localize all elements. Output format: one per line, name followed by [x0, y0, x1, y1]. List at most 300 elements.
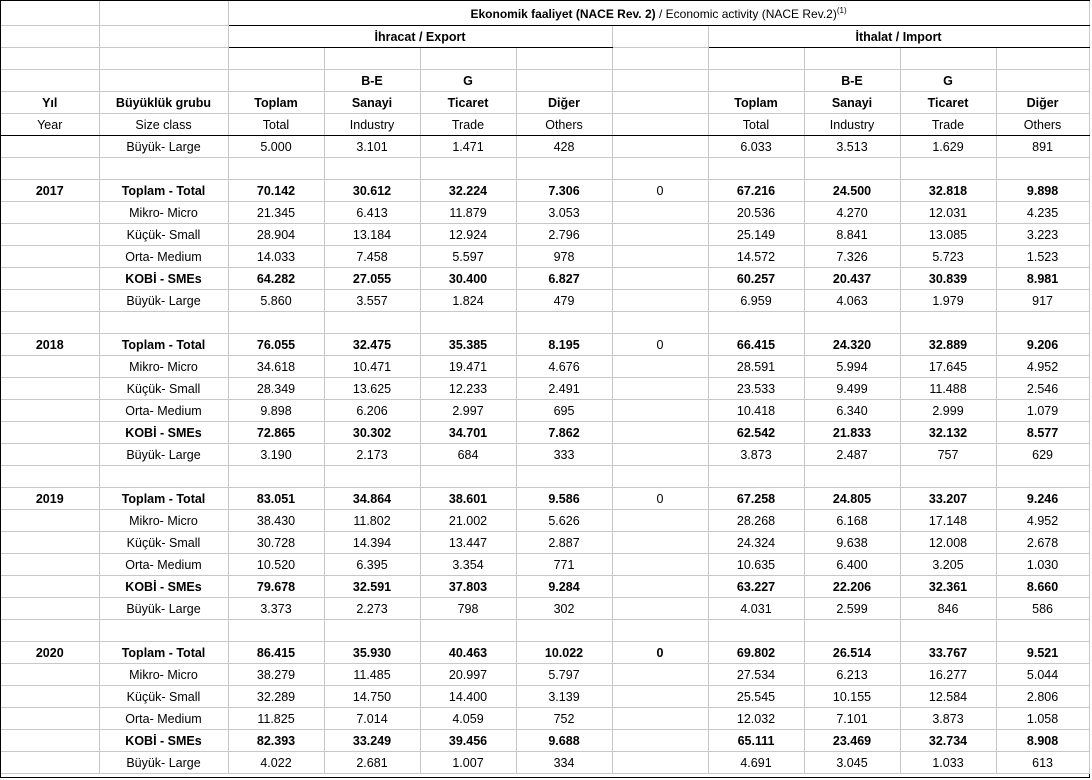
import-value[interactable]: 3.873 — [708, 444, 804, 466]
cell[interactable] — [420, 158, 516, 180]
cell[interactable] — [324, 620, 420, 642]
export-value[interactable]: 2.681 — [324, 752, 420, 774]
cell[interactable] — [1, 510, 99, 532]
cell[interactable] — [612, 92, 708, 114]
import-value[interactable]: 1.030 — [996, 554, 1089, 576]
import-value[interactable]: 26.514 — [804, 642, 900, 664]
export-value[interactable]: 14.750 — [324, 686, 420, 708]
export-value[interactable]: 35.930 — [324, 642, 420, 664]
export-value[interactable]: 27.055 — [324, 268, 420, 290]
import-value[interactable]: 6.959 — [708, 290, 804, 312]
cell[interactable] — [516, 620, 612, 642]
import-value[interactable]: 8.981 — [996, 268, 1089, 290]
import-value[interactable]: 23.533 — [708, 378, 804, 400]
cell[interactable] — [420, 312, 516, 334]
export-value[interactable]: 7.862 — [516, 422, 612, 444]
export-value[interactable]: 334 — [516, 752, 612, 774]
export-value[interactable]: 2.173 — [324, 444, 420, 466]
import-value[interactable]: 67.216 — [708, 180, 804, 202]
cell[interactable] — [99, 466, 228, 488]
export-value[interactable]: 12.233 — [420, 378, 516, 400]
export-value[interactable]: 4.676 — [516, 356, 612, 378]
export-value[interactable]: 10.022 — [516, 642, 612, 664]
export-value[interactable]: 9.586 — [516, 488, 612, 510]
cell[interactable] — [1, 730, 99, 752]
size-label[interactable]: KOBİ - SMEs — [99, 422, 228, 444]
import-value[interactable]: 63.227 — [708, 576, 804, 598]
export-col-tr[interactable]: Diğer — [516, 92, 612, 114]
cell[interactable] — [996, 48, 1089, 70]
export-value[interactable]: 37.803 — [420, 576, 516, 598]
year-header-en[interactable]: Year — [1, 114, 99, 136]
export-value[interactable]: 7.306 — [516, 180, 612, 202]
cell[interactable] — [1, 620, 99, 642]
export-value[interactable]: 2.273 — [324, 598, 420, 620]
cell[interactable] — [612, 26, 708, 48]
cell[interactable] — [612, 48, 708, 70]
export-value[interactable]: 10.520 — [228, 554, 324, 576]
export-value[interactable]: 3.190 — [228, 444, 324, 466]
import-value[interactable]: 7.326 — [804, 246, 900, 268]
import-col-en[interactable]: Trade — [900, 114, 996, 136]
export-value[interactable]: 8.195 — [516, 334, 612, 356]
cell[interactable] — [612, 752, 708, 774]
size-label[interactable]: Toplam - Total — [99, 488, 228, 510]
size-label[interactable]: Küçük- Small — [99, 224, 228, 246]
cell[interactable] — [612, 510, 708, 532]
cell[interactable] — [804, 48, 900, 70]
import-value[interactable]: 11.488 — [900, 378, 996, 400]
separator-value[interactable]: 0 — [612, 488, 708, 510]
import-value[interactable]: 1.523 — [996, 246, 1089, 268]
import-value[interactable]: 891 — [996, 136, 1089, 158]
cell[interactable] — [612, 158, 708, 180]
cell[interactable] — [804, 466, 900, 488]
cell[interactable] — [612, 356, 708, 378]
cell[interactable] — [1, 422, 99, 444]
import-value[interactable]: 10.635 — [708, 554, 804, 576]
size-label[interactable]: Toplam - Total — [99, 642, 228, 664]
cell[interactable] — [612, 598, 708, 620]
import-value[interactable]: 16.277 — [900, 664, 996, 686]
export-value[interactable]: 83.051 — [228, 488, 324, 510]
cell[interactable] — [228, 620, 324, 642]
export-value[interactable]: 9.898 — [228, 400, 324, 422]
import-value[interactable]: 24.320 — [804, 334, 900, 356]
export-value[interactable]: 19.471 — [420, 356, 516, 378]
import-value[interactable]: 8.841 — [804, 224, 900, 246]
size-label[interactable]: KOBİ - SMEs — [99, 576, 228, 598]
cell[interactable] — [612, 664, 708, 686]
import-value[interactable]: 1.058 — [996, 708, 1089, 730]
size-label[interactable]: Büyük- Large — [99, 136, 228, 158]
import-value[interactable]: 24.324 — [708, 532, 804, 554]
import-value[interactable]: 24.500 — [804, 180, 900, 202]
import-col-tr[interactable]: Sanayi — [804, 92, 900, 114]
import-value[interactable]: 3.513 — [804, 136, 900, 158]
export-value[interactable]: 5.597 — [420, 246, 516, 268]
export-value[interactable]: 20.997 — [420, 664, 516, 686]
cell[interactable] — [1, 70, 99, 92]
export-value[interactable]: 9.688 — [516, 730, 612, 752]
cell[interactable] — [1, 268, 99, 290]
export-value[interactable]: 752 — [516, 708, 612, 730]
export-value[interactable]: 14.400 — [420, 686, 516, 708]
export-value[interactable]: 695 — [516, 400, 612, 422]
export-value[interactable]: 70.142 — [228, 180, 324, 202]
cell[interactable] — [99, 158, 228, 180]
export-value[interactable]: 5.626 — [516, 510, 612, 532]
export-value[interactable]: 3.373 — [228, 598, 324, 620]
size-label[interactable]: Mikro- Micro — [99, 202, 228, 224]
export-value[interactable]: 2.887 — [516, 532, 612, 554]
cell[interactable] — [1, 466, 99, 488]
import-value[interactable]: 6.168 — [804, 510, 900, 532]
export-value[interactable]: 771 — [516, 554, 612, 576]
cell[interactable] — [1, 598, 99, 620]
import-col-tr[interactable]: Ticaret — [900, 92, 996, 114]
export-value[interactable]: 12.924 — [420, 224, 516, 246]
cell[interactable] — [996, 158, 1089, 180]
export-value[interactable]: 2.491 — [516, 378, 612, 400]
import-col-en[interactable]: Industry — [804, 114, 900, 136]
import-value[interactable]: 24.805 — [804, 488, 900, 510]
cell[interactable] — [612, 290, 708, 312]
separator-value[interactable]: 0 — [612, 642, 708, 664]
export-value[interactable]: 32.224 — [420, 180, 516, 202]
export-value[interactable]: 428 — [516, 136, 612, 158]
import-value[interactable]: 10.155 — [804, 686, 900, 708]
export-value[interactable]: 302 — [516, 598, 612, 620]
size-label[interactable]: Büyük- Large — [99, 598, 228, 620]
export-col-en[interactable]: Industry — [324, 114, 420, 136]
import-value[interactable]: 60.257 — [708, 268, 804, 290]
cell[interactable] — [996, 70, 1089, 92]
import-value[interactable]: 12.584 — [900, 686, 996, 708]
import-value[interactable]: 6.400 — [804, 554, 900, 576]
size-label[interactable]: Orta- Medium — [99, 400, 228, 422]
import-value[interactable]: 66.415 — [708, 334, 804, 356]
size-label[interactable]: Küçük- Small — [99, 532, 228, 554]
cell[interactable] — [1, 400, 99, 422]
cell[interactable] — [612, 686, 708, 708]
export-value[interactable]: 13.447 — [420, 532, 516, 554]
size-label[interactable]: Orta- Medium — [99, 708, 228, 730]
cell[interactable] — [612, 378, 708, 400]
export-value[interactable]: 34.618 — [228, 356, 324, 378]
cell[interactable] — [996, 466, 1089, 488]
export-value[interactable]: 3.139 — [516, 686, 612, 708]
cell[interactable] — [612, 136, 708, 158]
export-col-en[interactable]: Others — [516, 114, 612, 136]
cell[interactable] — [708, 158, 804, 180]
import-value[interactable]: 5.994 — [804, 356, 900, 378]
export-value[interactable]: 479 — [516, 290, 612, 312]
cell[interactable] — [516, 312, 612, 334]
import-value[interactable]: 32.889 — [900, 334, 996, 356]
size-label[interactable]: Mikro- Micro — [99, 664, 228, 686]
import-value[interactable]: 4.270 — [804, 202, 900, 224]
cell[interactable] — [612, 114, 708, 136]
export-value[interactable]: 2.997 — [420, 400, 516, 422]
cell[interactable] — [1, 532, 99, 554]
export-col-tr[interactable]: Ticaret — [420, 92, 516, 114]
import-value[interactable]: 4.235 — [996, 202, 1089, 224]
export-value[interactable]: 30.302 — [324, 422, 420, 444]
cell[interactable] — [708, 70, 804, 92]
cell[interactable] — [612, 312, 708, 334]
export-value[interactable]: 21.002 — [420, 510, 516, 532]
export-value[interactable]: 21.345 — [228, 202, 324, 224]
cell[interactable] — [612, 70, 708, 92]
export-value[interactable]: 30.400 — [420, 268, 516, 290]
export-value[interactable]: 684 — [420, 444, 516, 466]
import-value[interactable]: 3.205 — [900, 554, 996, 576]
cell[interactable] — [1, 48, 99, 70]
import-value[interactable]: 1.033 — [900, 752, 996, 774]
cell[interactable] — [516, 48, 612, 70]
separator-value[interactable]: 0 — [612, 334, 708, 356]
cell[interactable] — [612, 554, 708, 576]
export-value[interactable]: 5.797 — [516, 664, 612, 686]
cell[interactable] — [900, 48, 996, 70]
import-value[interactable]: 13.085 — [900, 224, 996, 246]
import-value[interactable]: 69.802 — [708, 642, 804, 664]
size-label[interactable]: Orta- Medium — [99, 246, 228, 268]
import-value[interactable]: 20.437 — [804, 268, 900, 290]
cell[interactable] — [1, 246, 99, 268]
export-value[interactable]: 72.865 — [228, 422, 324, 444]
export-value[interactable]: 11.485 — [324, 664, 420, 686]
import-value[interactable]: 9.499 — [804, 378, 900, 400]
export-value[interactable]: 7.014 — [324, 708, 420, 730]
import-value[interactable]: 629 — [996, 444, 1089, 466]
export-value[interactable]: 13.625 — [324, 378, 420, 400]
import-value[interactable]: 17.148 — [900, 510, 996, 532]
cell[interactable] — [804, 620, 900, 642]
export-value[interactable]: 4.022 — [228, 752, 324, 774]
cell[interactable] — [1, 444, 99, 466]
nace-g-label[interactable]: G — [900, 70, 996, 92]
cell[interactable] — [996, 312, 1089, 334]
import-value[interactable]: 12.031 — [900, 202, 996, 224]
import-value[interactable]: 4.031 — [708, 598, 804, 620]
import-value[interactable]: 27.534 — [708, 664, 804, 686]
cell[interactable] — [612, 268, 708, 290]
import-value[interactable]: 4.063 — [804, 290, 900, 312]
size-label[interactable]: Küçük- Small — [99, 378, 228, 400]
export-value[interactable]: 11.879 — [420, 202, 516, 224]
export-value[interactable]: 6.206 — [324, 400, 420, 422]
year-label[interactable]: 2019 — [1, 488, 99, 510]
export-value[interactable]: 39.456 — [420, 730, 516, 752]
size-header-en[interactable]: Size class — [99, 114, 228, 136]
cell[interactable] — [324, 158, 420, 180]
cell[interactable] — [1, 290, 99, 312]
export-value[interactable]: 2.796 — [516, 224, 612, 246]
export-header[interactable]: İhracat / Export — [228, 26, 612, 48]
export-col-tr[interactable]: Sanayi — [324, 92, 420, 114]
import-value[interactable]: 3.045 — [804, 752, 900, 774]
cell[interactable] — [228, 466, 324, 488]
export-value[interactable]: 4.059 — [420, 708, 516, 730]
cell[interactable] — [420, 466, 516, 488]
cell[interactable] — [1, 224, 99, 246]
cell[interactable] — [708, 48, 804, 70]
import-value[interactable]: 12.008 — [900, 532, 996, 554]
cell[interactable] — [99, 312, 228, 334]
cell[interactable] — [612, 466, 708, 488]
size-label[interactable]: Orta- Medium — [99, 554, 228, 576]
cell[interactable] — [804, 158, 900, 180]
cell[interactable] — [1, 752, 99, 774]
export-col-tr[interactable]: Toplam — [228, 92, 324, 114]
export-value[interactable]: 5.860 — [228, 290, 324, 312]
import-col-tr[interactable]: Toplam — [708, 92, 804, 114]
cell[interactable] — [324, 312, 420, 334]
year-label[interactable]: 2017 — [1, 180, 99, 202]
import-value[interactable]: 6.340 — [804, 400, 900, 422]
export-value[interactable]: 14.033 — [228, 246, 324, 268]
cell[interactable] — [1, 708, 99, 730]
cell[interactable] — [1, 136, 99, 158]
import-value[interactable]: 9.246 — [996, 488, 1089, 510]
cell[interactable] — [1, 26, 99, 48]
import-value[interactable]: 14.572 — [708, 246, 804, 268]
import-value[interactable]: 9.206 — [996, 334, 1089, 356]
cell[interactable] — [612, 444, 708, 466]
export-value[interactable]: 3.053 — [516, 202, 612, 224]
import-value[interactable]: 22.206 — [804, 576, 900, 598]
export-value[interactable]: 40.463 — [420, 642, 516, 664]
export-value[interactable]: 34.864 — [324, 488, 420, 510]
export-value[interactable]: 7.458 — [324, 246, 420, 268]
cell[interactable] — [612, 400, 708, 422]
import-value[interactable]: 25.545 — [708, 686, 804, 708]
import-value[interactable]: 20.536 — [708, 202, 804, 224]
export-value[interactable]: 86.415 — [228, 642, 324, 664]
nace-g-label[interactable]: G — [420, 70, 516, 92]
cell[interactable] — [996, 620, 1089, 642]
cell[interactable] — [1, 312, 99, 334]
import-value[interactable]: 23.469 — [804, 730, 900, 752]
economic-activity-header[interactable] — [228, 1, 1089, 26]
cell[interactable] — [1, 378, 99, 400]
export-value[interactable]: 32.591 — [324, 576, 420, 598]
cell[interactable] — [900, 158, 996, 180]
import-value[interactable]: 9.638 — [804, 532, 900, 554]
cell[interactable] — [900, 466, 996, 488]
import-value[interactable]: 8.577 — [996, 422, 1089, 444]
export-value[interactable]: 35.385 — [420, 334, 516, 356]
import-value[interactable]: 32.361 — [900, 576, 996, 598]
cell[interactable] — [420, 620, 516, 642]
cell[interactable] — [516, 70, 612, 92]
import-value[interactable]: 613 — [996, 752, 1089, 774]
size-header-tr[interactable]: Büyüklük grubu — [99, 92, 228, 114]
import-value[interactable]: 2.546 — [996, 378, 1089, 400]
cell[interactable] — [99, 48, 228, 70]
import-value[interactable]: 4.952 — [996, 510, 1089, 532]
export-value[interactable]: 1.471 — [420, 136, 516, 158]
import-value[interactable]: 6.213 — [804, 664, 900, 686]
export-value[interactable]: 3.101 — [324, 136, 420, 158]
export-value[interactable]: 798 — [420, 598, 516, 620]
cell[interactable] — [612, 730, 708, 752]
export-value[interactable]: 14.394 — [324, 532, 420, 554]
import-value[interactable]: 32.818 — [900, 180, 996, 202]
import-value[interactable]: 1.629 — [900, 136, 996, 158]
export-value[interactable]: 34.701 — [420, 422, 516, 444]
cell[interactable] — [228, 158, 324, 180]
cell[interactable] — [900, 620, 996, 642]
import-value[interactable]: 32.734 — [900, 730, 996, 752]
import-value[interactable]: 4.691 — [708, 752, 804, 774]
size-label[interactable]: Mikro- Micro — [99, 510, 228, 532]
size-label[interactable]: Mikro- Micro — [99, 356, 228, 378]
size-label[interactable]: Büyük- Large — [99, 444, 228, 466]
import-value[interactable]: 846 — [900, 598, 996, 620]
size-label[interactable]: KOBİ - SMEs — [99, 268, 228, 290]
cell[interactable] — [228, 48, 324, 70]
cell[interactable] — [99, 70, 228, 92]
import-value[interactable]: 2.678 — [996, 532, 1089, 554]
import-value[interactable]: 3.223 — [996, 224, 1089, 246]
export-value[interactable]: 32.475 — [324, 334, 420, 356]
import-value[interactable]: 9.898 — [996, 180, 1089, 202]
year-label[interactable]: 2018 — [1, 334, 99, 356]
export-value[interactable]: 11.802 — [324, 510, 420, 532]
size-label[interactable]: KOBİ - SMEs — [99, 730, 228, 752]
export-value[interactable]: 76.055 — [228, 334, 324, 356]
cell[interactable] — [1, 158, 99, 180]
export-value[interactable]: 30.612 — [324, 180, 420, 202]
year-label[interactable]: 2020 — [1, 642, 99, 664]
export-value[interactable]: 79.678 — [228, 576, 324, 598]
size-label[interactable]: Toplam - Total — [99, 180, 228, 202]
export-value[interactable]: 3.354 — [420, 554, 516, 576]
export-value[interactable]: 6.413 — [324, 202, 420, 224]
export-value[interactable]: 10.471 — [324, 356, 420, 378]
cell[interactable] — [612, 620, 708, 642]
cell[interactable] — [708, 466, 804, 488]
import-value[interactable]: 586 — [996, 598, 1089, 620]
import-value[interactable]: 5.723 — [900, 246, 996, 268]
cell[interactable] — [900, 312, 996, 334]
export-value[interactable]: 13.184 — [324, 224, 420, 246]
import-value[interactable]: 33.767 — [900, 642, 996, 664]
import-value[interactable]: 30.839 — [900, 268, 996, 290]
import-value[interactable]: 1.079 — [996, 400, 1089, 422]
size-label[interactable]: Küçük- Small — [99, 686, 228, 708]
export-value[interactable]: 6.827 — [516, 268, 612, 290]
export-value[interactable]: 1.824 — [420, 290, 516, 312]
export-value[interactable]: 30.728 — [228, 532, 324, 554]
nace-be-label[interactable]: B-E — [804, 70, 900, 92]
import-value[interactable]: 28.268 — [708, 510, 804, 532]
cell[interactable] — [324, 466, 420, 488]
export-value[interactable]: 32.289 — [228, 686, 324, 708]
export-col-en[interactable]: Total — [228, 114, 324, 136]
import-value[interactable]: 2.599 — [804, 598, 900, 620]
cell[interactable] — [324, 48, 420, 70]
export-value[interactable]: 5.000 — [228, 136, 324, 158]
import-col-tr[interactable]: Diğer — [996, 92, 1089, 114]
cell[interactable] — [612, 202, 708, 224]
export-value[interactable]: 1.007 — [420, 752, 516, 774]
cell[interactable] — [612, 532, 708, 554]
size-label[interactable]: Büyük- Large — [99, 752, 228, 774]
